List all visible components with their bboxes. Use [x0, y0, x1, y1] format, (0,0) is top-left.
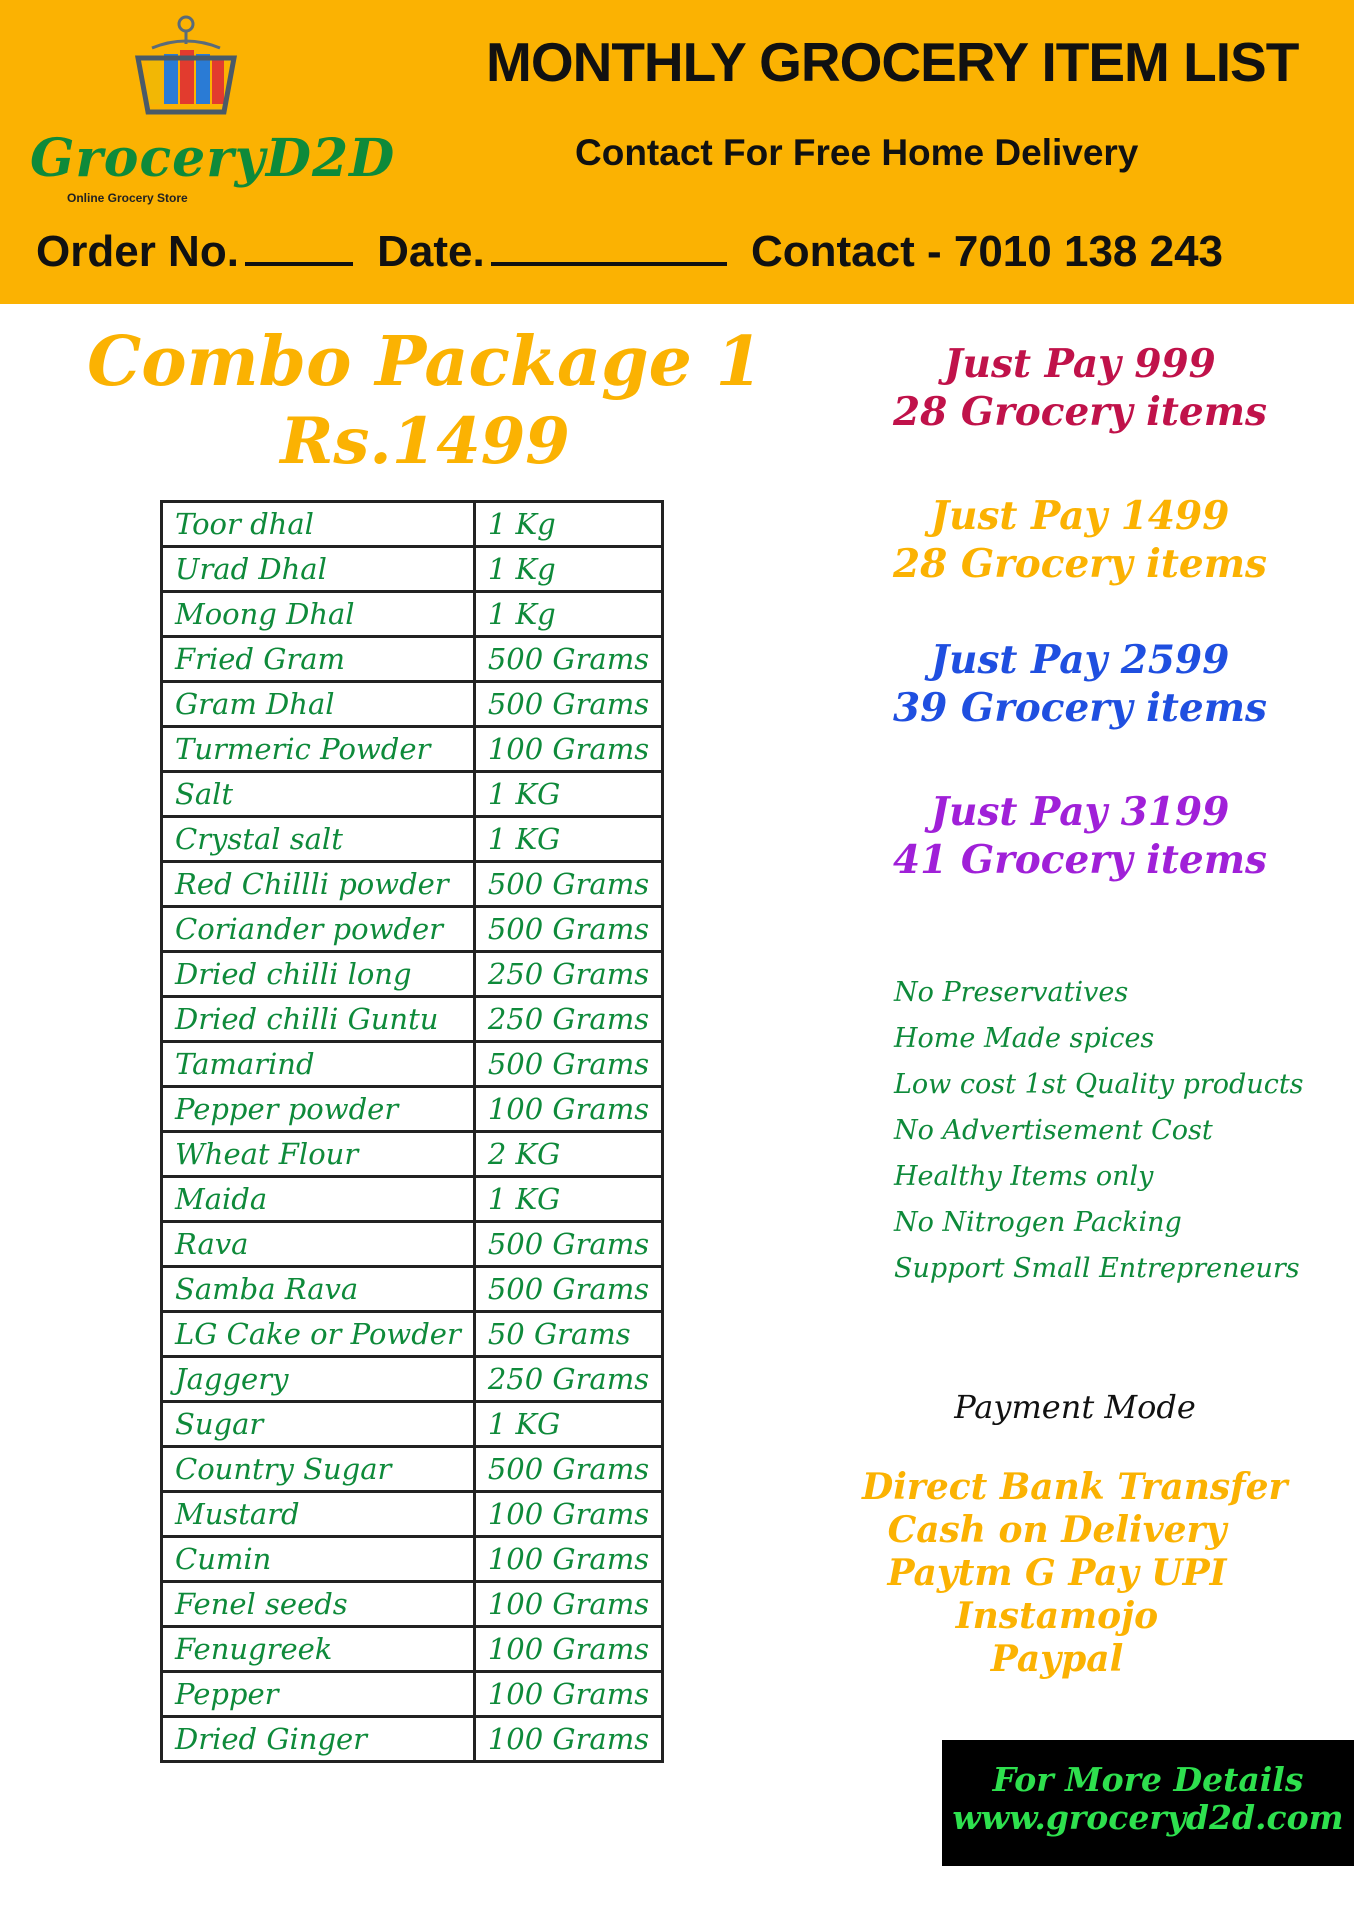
- item-qty-cell: 2 KG: [474, 1132, 662, 1177]
- table-row: [162, 1177, 663, 1222]
- table-row: [162, 1537, 663, 1582]
- table-row: [162, 1312, 663, 1357]
- payment-mode-item: Paytm G Pay UPI: [887, 1552, 1227, 1594]
- item-qty-cell: 1 Kg: [474, 547, 662, 592]
- offer-3199: [880, 788, 1280, 884]
- grocery-items-table: [160, 500, 664, 1763]
- table-row: [162, 1357, 663, 1402]
- brand-logo-text: GroceryD2D: [30, 128, 396, 189]
- table-row: [162, 1267, 663, 1312]
- item-name-cell: Maida: [162, 1177, 475, 1222]
- item-name-cell: Cumin: [162, 1537, 475, 1582]
- table-row: [162, 1492, 663, 1537]
- item-qty-cell: 1 KG: [474, 772, 662, 817]
- website-link[interactable]: www.groceryd2d.com: [952, 1798, 1344, 1837]
- feature-item: Low cost 1st Quality products: [894, 1069, 1304, 1100]
- item-name-cell: Pepper: [162, 1672, 475, 1717]
- feature-item: No Advertisement Cost: [894, 1115, 1213, 1146]
- offer-count: 39 Grocery items: [893, 685, 1267, 731]
- table-row: [162, 1087, 663, 1132]
- item-name-cell: Wheat Flour: [162, 1132, 475, 1177]
- brand-tagline: Online Grocery Store: [67, 191, 188, 205]
- table-row: [162, 907, 663, 952]
- order-no-label: Order No.: [36, 227, 239, 276]
- feature-item: Healthy Items only: [894, 1161, 1154, 1192]
- item-name-cell: Salt: [162, 772, 475, 817]
- more-details-label: For More Details: [992, 1760, 1304, 1799]
- item-qty-cell: 100 Grams: [474, 1537, 662, 1582]
- payment-mode-item: Direct Bank Transfer: [862, 1466, 1288, 1508]
- item-qty-cell: 500 Grams: [474, 1222, 662, 1267]
- item-qty-cell: 500 Grams: [474, 1042, 662, 1087]
- item-qty-cell: 500 Grams: [474, 862, 662, 907]
- page-title: MONTHLY GROCERY ITEM LIST: [486, 31, 1299, 93]
- item-qty-cell: 100 Grams: [474, 1492, 662, 1537]
- item-qty-cell: 1 Kg: [474, 502, 662, 547]
- item-name-cell: Toor dhal: [162, 502, 475, 547]
- order-no-blank: [245, 222, 353, 266]
- table-row: [162, 862, 663, 907]
- item-name-cell: Mustard: [162, 1492, 475, 1537]
- item-qty-cell: 500 Grams: [474, 637, 662, 682]
- item-qty-cell: 100 Grams: [474, 1582, 662, 1627]
- table-row: [162, 682, 663, 727]
- item-name-cell: Fenel seeds: [162, 1582, 475, 1627]
- item-name-cell: Sugar: [162, 1402, 475, 1447]
- item-qty-cell: 500 Grams: [474, 1267, 662, 1312]
- date-label: Date.: [377, 227, 485, 276]
- payment-mode-item: Cash on Delivery: [887, 1509, 1227, 1551]
- item-qty-cell: 100 Grams: [474, 1627, 662, 1672]
- item-name-cell: Coriander powder: [162, 907, 475, 952]
- feature-item: Home Made spices: [894, 1023, 1155, 1054]
- table-row: [162, 772, 663, 817]
- item-name-cell: Rava: [162, 1222, 475, 1267]
- table-row: [162, 1132, 663, 1177]
- item-qty-cell: 500 Grams: [474, 1447, 662, 1492]
- feature-item: Support Small Entrepreneurs: [894, 1253, 1300, 1284]
- item-qty-cell: 250 Grams: [474, 1357, 662, 1402]
- table-row: [162, 1222, 663, 1267]
- item-qty-cell: 1 KG: [474, 1177, 662, 1222]
- shopping-basket-icon: [128, 14, 244, 122]
- item-name-cell: Crystal salt: [162, 817, 475, 862]
- offer-price: Just Pay 1499: [930, 493, 1230, 539]
- payment-mode-item: Paypal: [990, 1638, 1124, 1680]
- table-row: [162, 1672, 663, 1717]
- item-name-cell: Tamarind: [162, 1042, 475, 1087]
- item-qty-cell: 100 Grams: [474, 1087, 662, 1132]
- table-row: [162, 1447, 663, 1492]
- table-row: [162, 502, 663, 547]
- item-qty-cell: 250 Grams: [474, 997, 662, 1042]
- item-name-cell: Moong Dhal: [162, 592, 475, 637]
- header-banner: [0, 0, 1354, 304]
- item-name-cell: Dried chilli long: [162, 952, 475, 997]
- offer-price: Just Pay 2599: [930, 637, 1230, 683]
- table-row: [162, 727, 663, 772]
- item-qty-cell: 250 Grams: [474, 952, 662, 997]
- order-info-line: [36, 222, 1223, 277]
- item-qty-cell: 100 Grams: [474, 1717, 662, 1762]
- features-list: [894, 970, 1304, 1292]
- date-blank: [491, 222, 727, 266]
- offer-999: [880, 340, 1280, 436]
- item-name-cell: Turmeric Powder: [162, 727, 475, 772]
- item-qty-cell: 500 Grams: [474, 682, 662, 727]
- combo-package-price: Rs.1499: [280, 404, 570, 479]
- item-name-cell: Dried Ginger: [162, 1717, 475, 1762]
- offer-2599: [880, 636, 1280, 732]
- more-details-box: [942, 1740, 1354, 1866]
- offer-count: 28 Grocery items: [893, 541, 1267, 587]
- table-row: [162, 1042, 663, 1087]
- item-qty-cell: 1 Kg: [474, 592, 662, 637]
- offer-count: 28 Grocery items: [893, 389, 1267, 435]
- table-row: [162, 1402, 663, 1447]
- table-row: [162, 997, 663, 1042]
- item-qty-cell: 500 Grams: [474, 907, 662, 952]
- item-name-cell: Fried Gram: [162, 637, 475, 682]
- table-row: [162, 592, 663, 637]
- payment-modes-list: [862, 1466, 1288, 1681]
- item-name-cell: Pepper powder: [162, 1087, 475, 1132]
- item-name-cell: Samba Rava: [162, 1267, 475, 1312]
- feature-item: No Nitrogen Packing: [894, 1207, 1182, 1238]
- table-row: [162, 817, 663, 862]
- offer-price: Just Pay 999: [944, 341, 1216, 387]
- table-row: [162, 1717, 663, 1762]
- payment-mode-title: Payment Mode: [954, 1388, 1196, 1426]
- table-row: [162, 547, 663, 592]
- feature-item: No Preservatives: [894, 977, 1129, 1008]
- item-qty-cell: 1 KG: [474, 1402, 662, 1447]
- item-name-cell: Gram Dhal: [162, 682, 475, 727]
- combo-package-title: Combo Package 1: [87, 322, 763, 402]
- item-name-cell: LG Cake or Powder: [162, 1312, 475, 1357]
- item-name-cell: Red Chillli powder: [162, 862, 475, 907]
- offer-price: Just Pay 3199: [930, 789, 1230, 835]
- item-qty-cell: 1 KG: [474, 817, 662, 862]
- offer-count: 41 Grocery items: [893, 837, 1267, 883]
- item-name-cell: Fenugreek: [162, 1627, 475, 1672]
- table-row: [162, 1582, 663, 1627]
- item-qty-cell: 50 Grams: [474, 1312, 662, 1357]
- item-name-cell: Dried chilli Guntu: [162, 997, 475, 1042]
- item-name-cell: Country Sugar: [162, 1447, 475, 1492]
- item-qty-cell: 100 Grams: [474, 1672, 662, 1717]
- offer-1499: [880, 492, 1280, 588]
- table-row: [162, 1627, 663, 1672]
- table-row: [162, 952, 663, 997]
- payment-mode-item: Instamojo: [955, 1595, 1159, 1637]
- contact-number: Contact - 7010 138 243: [750, 227, 1224, 276]
- table-row: [162, 637, 663, 682]
- item-name-cell: Jaggery: [162, 1357, 475, 1402]
- item-name-cell: Urad Dhal: [162, 547, 475, 592]
- delivery-subtitle: Contact For Free Home Delivery: [575, 132, 1139, 173]
- item-qty-cell: 100 Grams: [474, 727, 662, 772]
